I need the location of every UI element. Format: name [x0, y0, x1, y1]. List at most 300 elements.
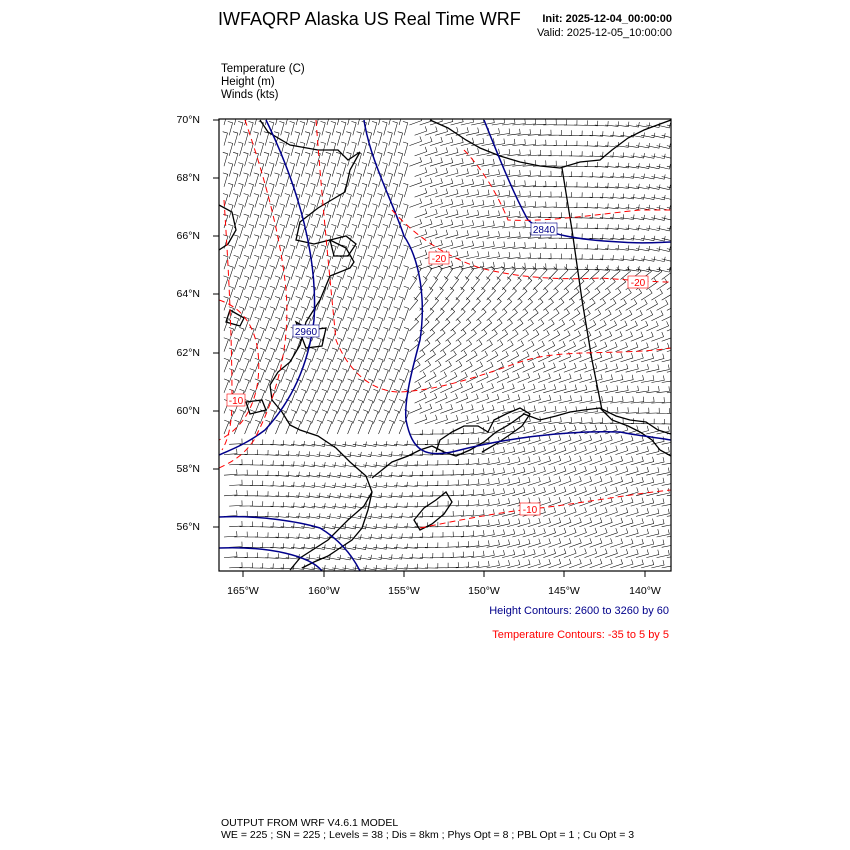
wind-barb	[229, 439, 242, 445]
wind-barb	[286, 472, 300, 477]
wind-barb	[523, 320, 534, 332]
wind-barb	[487, 308, 497, 320]
temperature-contour	[420, 490, 671, 528]
wind-barb	[387, 111, 392, 125]
wind-barb	[244, 276, 249, 290]
wind-barb	[440, 552, 453, 557]
wind-barb	[533, 341, 544, 352]
wind-barb	[554, 202, 567, 207]
wind-barb	[626, 204, 640, 209]
wind-barb	[358, 317, 363, 331]
wind-barb	[291, 286, 296, 300]
wind-barb	[281, 441, 294, 446]
wind-barb	[667, 322, 679, 332]
wind-barb	[487, 351, 498, 362]
wind-barb	[229, 480, 242, 486]
wind-barb	[358, 420, 363, 434]
wind-barb	[373, 462, 387, 467]
wind-barb	[415, 168, 427, 177]
wind-barb	[270, 307, 275, 321]
wind-barb	[317, 358, 322, 372]
wind-barb	[409, 219, 421, 228]
wind-barb	[353, 348, 358, 362]
wind-barb	[254, 255, 259, 269]
wind-barb	[358, 555, 372, 560]
wind-barb	[497, 373, 509, 383]
wind-barb	[610, 310, 621, 321]
wind-barb	[265, 276, 270, 290]
wind-barb	[301, 482, 315, 487]
wind-barb	[249, 307, 254, 321]
wind-barb	[564, 299, 574, 311]
wind-barb	[425, 563, 438, 568]
wind-barb	[348, 358, 353, 372]
wind-barb	[358, 338, 363, 352]
wind-barb	[554, 120, 567, 125]
wind-barb	[332, 266, 337, 280]
wind-barb	[523, 298, 533, 310]
wind-barb	[347, 338, 352, 352]
wind-barb	[399, 533, 412, 538]
wind-barb	[285, 235, 290, 249]
wind-barb	[559, 288, 569, 300]
wind-barb	[295, 111, 300, 125]
wind-barb	[243, 152, 248, 166]
wind-barb	[394, 544, 407, 549]
wind-barb	[404, 286, 409, 300]
wind-barb	[409, 116, 421, 125]
wind-barb	[223, 132, 228, 146]
wind-barb	[466, 308, 476, 321]
wind-barb	[264, 132, 269, 146]
wind-barb	[260, 327, 265, 341]
wind-barb	[373, 266, 378, 280]
wind-barb	[238, 142, 243, 156]
wind-barb	[559, 192, 572, 197]
wind-barb	[276, 471, 289, 476]
init-time: Init: 2025-12-04_00:00:00	[542, 13, 672, 25]
wind-barb	[332, 462, 346, 467]
wind-barb	[249, 245, 254, 259]
height-contour	[484, 120, 671, 243]
wind-barb	[306, 276, 311, 290]
wind-barb	[409, 137, 421, 146]
wind-barb	[456, 287, 465, 300]
wind-barb	[239, 327, 244, 341]
wind-barb	[435, 460, 448, 465]
wind-barb	[331, 183, 336, 197]
wind-barb	[281, 503, 294, 508]
wind-barb	[399, 513, 412, 518]
wind-barb	[368, 513, 382, 518]
wind-barb	[337, 297, 342, 311]
wind-barb	[610, 235, 624, 240]
wind-barb	[482, 362, 494, 372]
wind-barb	[379, 554, 393, 559]
wind-barb	[378, 276, 383, 290]
wind-barb	[306, 379, 311, 393]
wind-barb	[228, 183, 233, 197]
wind-barb	[621, 256, 635, 261]
wind-barb	[321, 266, 326, 280]
wind-barb	[317, 514, 331, 519]
wind-barb	[435, 501, 448, 506]
wind-barb	[322, 545, 336, 550]
wind-barb	[502, 298, 512, 310]
wind-barb	[368, 452, 382, 457]
wind-barb	[378, 255, 383, 269]
wind-barb	[636, 143, 650, 148]
wind-barb	[312, 369, 317, 383]
wind-barb	[610, 173, 624, 178]
wind-barb	[667, 268, 681, 273]
wind-barb	[275, 276, 280, 290]
temperature-label: -10	[228, 396, 244, 407]
wind-barb	[605, 299, 616, 310]
wind-barb	[296, 297, 301, 311]
wind-barb	[372, 121, 377, 135]
wind-barb	[425, 440, 438, 445]
alaska-peninsula	[302, 492, 372, 568]
wind-barb	[415, 250, 427, 259]
wind-barb	[518, 352, 530, 362]
wind-barb	[250, 563, 263, 568]
wind-barb	[636, 300, 647, 311]
wind-barb	[554, 161, 567, 166]
wind-barb	[265, 297, 270, 311]
wind-barb	[403, 204, 408, 218]
wind-barb	[275, 255, 280, 269]
wind-barb	[342, 204, 347, 218]
wind-barb	[245, 379, 250, 393]
wind-barb	[306, 358, 311, 372]
wind-barb	[224, 276, 229, 290]
wind-barb	[245, 491, 258, 496]
wind-barb	[348, 379, 353, 393]
wind-barb	[492, 319, 502, 331]
wind-barb	[615, 266, 629, 271]
wind-barb	[662, 458, 675, 465]
wind-barb	[393, 163, 398, 177]
map-frame	[219, 119, 671, 571]
wind-barb	[549, 309, 560, 321]
wind-barb	[528, 129, 541, 135]
wind-barb	[533, 298, 543, 310]
wind-barb	[420, 361, 431, 372]
wind-barb	[384, 565, 398, 570]
wind-barb	[234, 297, 239, 311]
wind-barb	[368, 358, 373, 372]
wind-barb	[420, 429, 433, 434]
wind-barb	[373, 544, 387, 549]
wind-barb	[229, 521, 242, 527]
wind-barb	[223, 152, 228, 166]
wind-barb	[280, 224, 285, 238]
wind-barb	[342, 266, 347, 280]
wind-barb	[343, 442, 357, 447]
wind-barb	[326, 152, 331, 166]
wind-barb	[461, 319, 471, 331]
wind-barb	[497, 330, 508, 342]
wind-barb	[347, 214, 352, 228]
wind-barb	[554, 140, 567, 145]
wind-barb	[347, 317, 352, 331]
wind-barb	[260, 369, 265, 383]
wind-barb	[476, 330, 486, 342]
wind-barb	[255, 420, 260, 434]
wind-barb	[234, 276, 239, 290]
wind-barb	[615, 184, 629, 189]
wind-barb	[332, 442, 346, 447]
wind-barb	[435, 393, 447, 403]
wind-barb	[398, 173, 403, 187]
wind-barb	[352, 266, 357, 280]
wind-barb	[404, 245, 409, 259]
wind-barb	[615, 225, 629, 230]
wind-barb	[543, 341, 555, 351]
wind-barb	[378, 297, 383, 311]
wind-barb	[389, 513, 403, 518]
wind-barb	[605, 163, 619, 168]
wind-barb	[388, 214, 393, 228]
wind-barb	[264, 152, 269, 166]
wind-barb	[446, 394, 458, 404]
wind-barb	[621, 173, 635, 178]
wind-barb	[264, 194, 269, 208]
wind-barb	[255, 317, 260, 331]
wind-barb	[321, 245, 326, 259]
wind-barb	[394, 286, 399, 300]
wind-barb	[229, 500, 242, 506]
wind-barb	[398, 255, 403, 269]
wind-barb	[600, 331, 612, 341]
wind-barb	[605, 224, 619, 229]
wind-barb	[564, 203, 577, 208]
wind-barb	[471, 221, 484, 229]
wind-barb	[327, 400, 332, 414]
wind-barb	[367, 214, 372, 228]
wind-barb	[409, 157, 421, 166]
wind-barb	[224, 317, 229, 331]
wind-barb	[399, 317, 404, 331]
lat-tick-label: 60°N	[176, 405, 200, 417]
wind-barb	[373, 224, 378, 238]
wind-barb	[255, 512, 268, 517]
wind-barb	[482, 383, 494, 393]
wind-barb	[393, 142, 398, 156]
wind-barb	[352, 183, 357, 197]
wind-barb	[389, 492, 403, 497]
wind-barb	[389, 400, 394, 414]
wind-barb	[631, 174, 645, 179]
wind-barb	[312, 389, 317, 403]
wind-barb	[574, 203, 587, 208]
wind-barb	[332, 307, 337, 321]
wind-barb	[657, 321, 669, 331]
wind-barb	[276, 420, 281, 434]
lat-tick-label: 58°N	[176, 463, 200, 475]
wind-barb	[615, 299, 626, 310]
wind-barb	[440, 361, 451, 372]
wind-barb	[507, 309, 517, 321]
wind-barb	[316, 255, 321, 269]
temperature-contour	[222, 200, 232, 450]
wind-barb	[337, 379, 342, 393]
wind-barb	[353, 442, 367, 447]
wind-barb	[321, 121, 326, 135]
wind-barb	[383, 163, 388, 177]
wind-barb	[404, 266, 409, 280]
height-contour	[219, 517, 360, 571]
wind-barb	[518, 309, 528, 321]
wind-barb	[451, 490, 464, 496]
wind-barb	[667, 226, 681, 231]
wind-barb	[667, 165, 681, 170]
wind-barb	[409, 276, 416, 290]
wind-barb	[631, 153, 645, 158]
wind-barb	[569, 331, 580, 342]
wind-barb	[528, 150, 541, 156]
wind-barb	[317, 534, 331, 539]
wind-barb	[301, 389, 306, 403]
wind-barb	[440, 340, 450, 352]
wind-barb	[636, 321, 648, 331]
wind-barb	[358, 452, 372, 457]
wind-barb	[244, 338, 249, 352]
wind-barb	[300, 142, 305, 156]
wind-barb	[352, 204, 357, 218]
wind-barb	[259, 224, 264, 238]
wind-barb	[363, 565, 377, 570]
wind-barb	[388, 152, 393, 166]
wind-barb	[343, 503, 357, 508]
wind-barb	[615, 122, 629, 127]
wind-barb	[415, 188, 427, 197]
wind-barb	[234, 235, 239, 249]
wind-barb	[285, 214, 290, 228]
wind-barb	[264, 235, 269, 249]
wind-barb	[331, 204, 336, 218]
wind-barb	[631, 256, 645, 261]
wind-barb	[353, 545, 367, 550]
wind-barb	[538, 288, 548, 300]
wind-barb	[224, 552, 237, 558]
wind-barb	[245, 470, 258, 475]
wind-barb	[244, 173, 249, 187]
wind-barb	[523, 362, 535, 372]
wind-barb	[260, 286, 265, 300]
wind-barb	[559, 254, 572, 259]
wind-barb	[317, 452, 331, 457]
wind-barb	[233, 152, 238, 166]
wind-barb	[321, 142, 326, 156]
wind-barb	[574, 120, 587, 125]
wind-barb	[605, 204, 619, 209]
wind-barb	[290, 163, 295, 177]
wind-barb	[631, 194, 645, 199]
wind-barb	[574, 141, 587, 146]
wind-barb	[409, 240, 421, 249]
wind-barb	[357, 194, 362, 208]
wind-barb	[255, 553, 268, 558]
wind-barb	[420, 404, 432, 414]
wind-barb	[265, 358, 270, 372]
wind-barb	[476, 308, 486, 320]
wind-barb	[538, 330, 549, 341]
wind-barb	[367, 152, 372, 166]
wind-barb	[451, 511, 464, 517]
wind-barb	[497, 309, 507, 321]
wind-barb	[600, 310, 611, 321]
wind-barb	[238, 163, 243, 177]
wind-barb	[646, 321, 658, 331]
wind-barb	[239, 266, 244, 280]
nunivak-island	[246, 400, 266, 414]
wind-barb	[353, 327, 358, 341]
wind-barb	[300, 121, 305, 135]
wind-barb	[245, 511, 258, 516]
lon-tick-label: 140°W	[629, 585, 661, 597]
wind-barb	[383, 245, 388, 259]
wind-barb	[358, 514, 372, 519]
wind-barb	[353, 483, 367, 488]
wind-barb	[362, 183, 367, 197]
wind-barb	[471, 277, 479, 290]
wind-barb	[446, 459, 459, 465]
wind-barb	[254, 235, 259, 249]
wind-barb	[543, 363, 555, 373]
wind-barb	[332, 503, 346, 508]
wind-barb	[373, 482, 387, 487]
wind-barb	[254, 173, 259, 187]
wind-barb	[569, 288, 579, 300]
wind-barb	[224, 490, 237, 496]
wind-barb	[249, 224, 254, 238]
wind-barb	[554, 341, 566, 351]
wind-barb	[249, 204, 254, 218]
wind-barb	[403, 121, 408, 135]
wind-barb	[574, 223, 587, 228]
wind-barb	[651, 419, 664, 424]
wind-barb	[234, 420, 239, 434]
wind-barb	[471, 319, 481, 331]
wind-barb	[332, 565, 346, 570]
wind-barb	[388, 276, 393, 290]
wind-barb	[533, 363, 545, 373]
wind-barb	[636, 122, 650, 127]
wind-barb	[409, 404, 421, 414]
wind-barb	[389, 379, 394, 393]
wind-barb	[626, 184, 640, 189]
wind-barb	[523, 341, 534, 352]
wind-barb	[305, 173, 310, 187]
wind-barb	[358, 400, 363, 414]
wind-barb	[451, 383, 463, 393]
wind-barb	[312, 441, 326, 446]
wind-barb	[343, 483, 357, 488]
wind-barb	[564, 277, 574, 289]
wind-barb	[471, 362, 482, 373]
wind-barb	[327, 493, 341, 498]
wind-barb	[631, 332, 643, 342]
wind-barb	[280, 183, 285, 197]
wind-barb	[291, 503, 305, 508]
wind-barb	[296, 534, 310, 539]
wind-barb	[296, 472, 310, 477]
wind-barb	[259, 245, 264, 259]
wind-barb	[373, 503, 387, 508]
wind-barb	[662, 478, 675, 485]
